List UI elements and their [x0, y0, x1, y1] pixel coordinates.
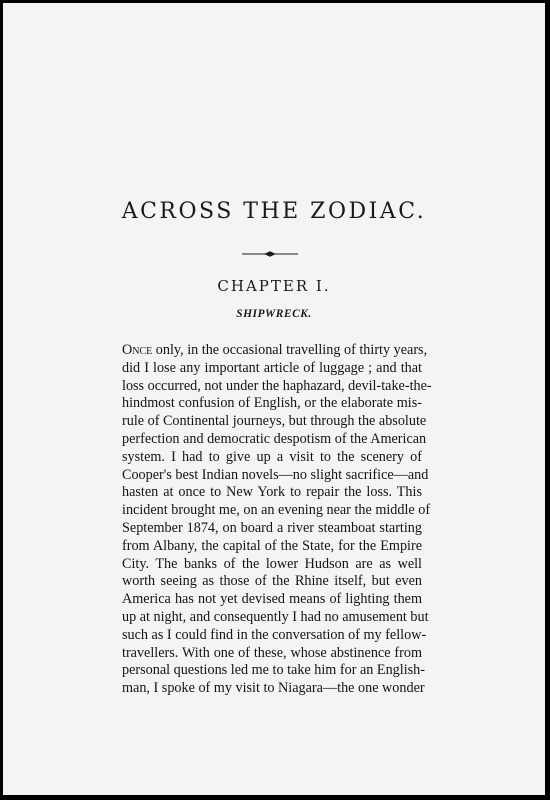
text-line: from Albany, the capital of the State, for the Empire — [122, 537, 422, 554]
text-line: America has not yet devised means of lighting them — [122, 591, 422, 608]
text-line: Cooper's best Indian novels—no slight sacrifice—and — [122, 466, 429, 483]
text-line: up at night, and consequently I had no amusement but — [122, 608, 429, 625]
text-line: worth seeing as those of the Rhine itself, but even — [122, 573, 422, 590]
text-line: personal questions led me to take him for an English- — [122, 662, 425, 679]
text-line: Once only, in the occasional travelling of thirty years, — [122, 342, 428, 358]
text-line: September 1874, on board a river steamboat starting — [122, 519, 422, 536]
body-paragraph — [122, 342, 432, 698]
chapter-subtitle: SHIPWRECK. — [236, 308, 312, 320]
text-line: hindmost confusion of English, or the elaborate mis- — [122, 395, 422, 412]
text-line: man, I spoke of my visit to Niagara—the one wonder — [122, 680, 425, 697]
text-line: system. I had to give up a visit to the scenery of — [122, 448, 422, 465]
text-line: hasten at once to New York to repair the loss. This — [122, 484, 422, 501]
text-line: rule of Continental journeys, but through the absolute — [122, 413, 427, 430]
book-page — [3, 3, 545, 795]
text-line: perfection and democratic despotism of the American — [122, 430, 427, 447]
text-line: did I lose any important article of luggage ; and that — [122, 359, 422, 376]
drop-word: Once — [122, 342, 153, 358]
text-line: travellers. With one of these, whose abstinence from — [122, 644, 422, 661]
text-line: incident brought me, on an evening near the middle of — [122, 502, 431, 519]
text-line: such as I could find in the conversation of my fellow- — [122, 626, 427, 643]
text-line: City. The banks of the lower Hudson are as well — [122, 555, 422, 572]
ornament-divider-icon — [242, 249, 298, 259]
chapter-heading: CHAPTER I. — [217, 277, 331, 295]
book-title: ACROSS THE ZODIAC. — [121, 199, 427, 224]
text-line: loss occurred, not under the haphazard, devil-take-the- — [122, 377, 432, 394]
